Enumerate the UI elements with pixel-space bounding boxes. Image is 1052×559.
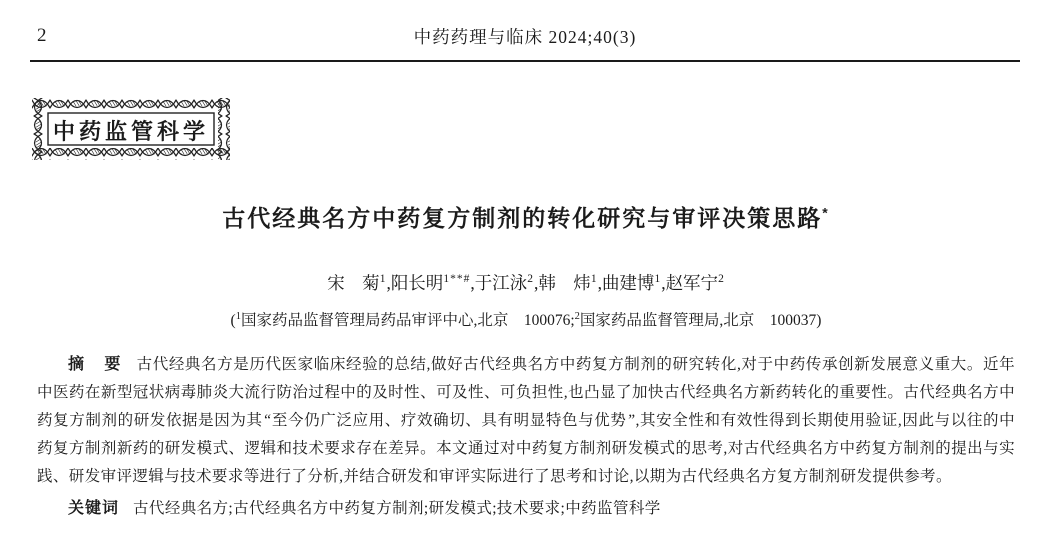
header-rule bbox=[30, 60, 1020, 62]
article-title bbox=[0, 200, 1052, 233]
author bbox=[475, 273, 539, 293]
author-separator: , bbox=[470, 273, 475, 293]
affiliation-superscript: 1 bbox=[235, 310, 241, 322]
author-name: 于江泳 bbox=[474, 273, 528, 293]
author-separator: , bbox=[386, 273, 391, 293]
author-name: 阳长明 bbox=[390, 273, 444, 293]
author-superscript: 2 bbox=[527, 273, 534, 286]
author-superscript: 1 bbox=[379, 273, 387, 286]
page-number: 2 bbox=[37, 25, 47, 46]
author-superscript: 1**# bbox=[443, 273, 471, 286]
keywords-text: 古代经典名方;古代经典名方中药复方制剂;研发模式;技术要求;中药监管科学 bbox=[133, 500, 661, 517]
abstract-text: 古代经典名方是历代医家临床经验的总结,做好古代经典名方中药复方制剂的研究转化,对于中药传承创新发展意义重大。近年中医药在新型冠状病毒肺炎大流行防治过程中的及时性、可及性、可负担性,也凸显了加快古代经典名方新药转化的重要性。古代经典名方中药复方制剂的研发依据是因为其“至今仍广泛应用、疗效确切、具有明显特色与优势”,其安全性和有效性得到长期使用验证,因此与以往的中药复方制剂新药的研发模式、逻辑和技术要求存在差异。本文通过对中药复方制剂研发模式的思考,对古代经典名方中药复方制剂的提出与实践、研发审评逻辑与技术要求等进行了分析,并结合研发和审评实际进行了思考和讨论,以期为古代经典名方复方制剂研发提供参考。 bbox=[37, 356, 1015, 485]
author-separator: , bbox=[597, 273, 602, 293]
keywords-line bbox=[37, 495, 1015, 523]
title-footnote-mark: * bbox=[822, 204, 830, 221]
author bbox=[327, 273, 391, 293]
author bbox=[602, 273, 666, 293]
journal-issue-line: 中药药理与临床 2024;40(3) bbox=[413, 27, 637, 47]
author bbox=[666, 273, 725, 293]
column-banner-label: 中药监管科学 bbox=[52, 119, 209, 144]
abstract-paragraph bbox=[37, 351, 1015, 491]
keywords-label: 关键词 bbox=[68, 500, 120, 517]
affiliation-text: 国家药品监督管理局药品审评中心,北京 100076; bbox=[240, 312, 575, 329]
column-banner bbox=[32, 98, 230, 160]
author bbox=[391, 273, 475, 293]
author-name: 曲建博 bbox=[601, 273, 655, 293]
affiliation-line bbox=[0, 308, 1052, 330]
author-name: 宋 菊 bbox=[327, 273, 380, 293]
affiliation-close-paren: ) bbox=[816, 312, 822, 329]
author-separator: , bbox=[533, 273, 539, 293]
abstract-label: 摘 要 bbox=[68, 356, 123, 373]
author-superscript: 1 bbox=[654, 273, 662, 286]
author-superscript: 1 bbox=[590, 273, 598, 286]
author-separator: , bbox=[661, 273, 666, 293]
author bbox=[538, 273, 602, 293]
page-header bbox=[31, 24, 1019, 50]
author-superscript: 2 bbox=[718, 273, 725, 286]
affiliation-open-paren: ( bbox=[230, 312, 236, 329]
affiliation-text: 国家药品监督管理局,北京 100037 bbox=[579, 312, 817, 329]
article-title-text: 古代经典名方中药复方制剂的转化研究与审评决策思路 bbox=[222, 205, 823, 231]
author-name: 赵军宁 bbox=[665, 273, 719, 293]
author-line bbox=[0, 270, 1052, 295]
author-name: 韩 炜 bbox=[538, 273, 591, 293]
affiliation-superscript: 2 bbox=[574, 310, 580, 322]
abstract-keywords-block bbox=[37, 351, 1015, 523]
